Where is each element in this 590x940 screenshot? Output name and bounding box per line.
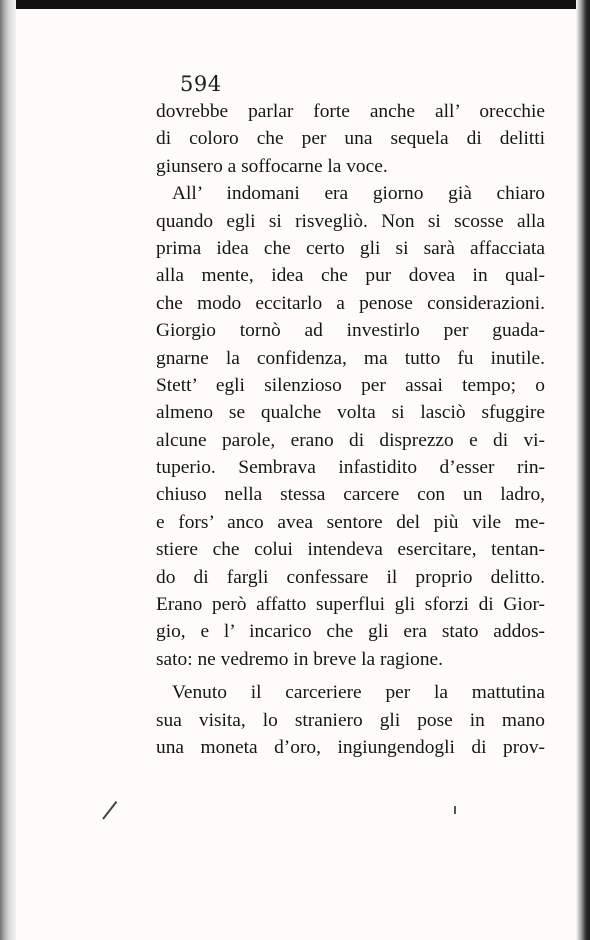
page-number: 594 <box>180 72 222 96</box>
text-line: prima idea che certo gli si sarà affacciata <box>156 237 545 259</box>
text-line: e fors’ anco avea sentore del più vile me- <box>156 511 545 533</box>
scan-top-border <box>0 0 590 9</box>
text-line: All’ indomani era giorno già chiaro <box>172 183 545 205</box>
text-line: alla mente, idea che pur dovea in qual- <box>156 265 545 287</box>
text-line: almeno se qualche volta si lasciò sfuggire <box>156 402 545 424</box>
text-line: una moneta d’oro, ingiungendogli di prov- <box>156 736 545 758</box>
text-line: dovrebbe parlar forte anche all’ orecchie <box>156 101 545 122</box>
text-line: tuperio. Sembrava infastidito d’esser rin- <box>156 457 545 479</box>
text-line: gio, e l’ incarico che gli era stato addos- <box>156 621 545 643</box>
text-line: Giorgio tornò ad investirlo per guada- <box>156 320 545 342</box>
text-line: sato: ne vedremo in breve la ragione. <box>156 648 443 670</box>
text-line: Erano però affatto superflui gli sforzi di Gior- <box>156 594 545 616</box>
text-line: che modo eccitarlo a penose considerazioni. <box>156 292 545 314</box>
text-line: di coloro che per una sequela di delitti <box>156 128 545 150</box>
text-line: sua visita, lo straniero gli pose in mano <box>156 709 545 731</box>
stray-pen-mark <box>102 801 117 820</box>
text-line: do di fargli confessare il proprio delitto. <box>156 566 545 588</box>
text-line: gnarne la confidenza, ma tutto fu inutile. <box>156 347 545 369</box>
stray-ink-tick <box>454 806 456 814</box>
text-line: Venuto il carceriere per la mattutina <box>172 682 545 704</box>
binding-shadow <box>0 0 16 940</box>
text-line: stiere che colui intendeva esercitare, tentan- <box>156 539 545 561</box>
text-line: giunsero a soffocarne la voce. <box>156 155 388 177</box>
page-edge-shadow <box>576 0 590 940</box>
text-line: quando egli si risvegliò. Non si scosse alla <box>156 210 545 232</box>
text-line: chiuso nella stessa carcere con un ladro, <box>156 484 545 506</box>
text-line: alcune parole, erano di disprezzo e di vi- <box>156 429 545 451</box>
body-text <box>156 98 545 761</box>
text-line: Stett’ egli silenzioso per assai tempo; o <box>156 374 545 396</box>
